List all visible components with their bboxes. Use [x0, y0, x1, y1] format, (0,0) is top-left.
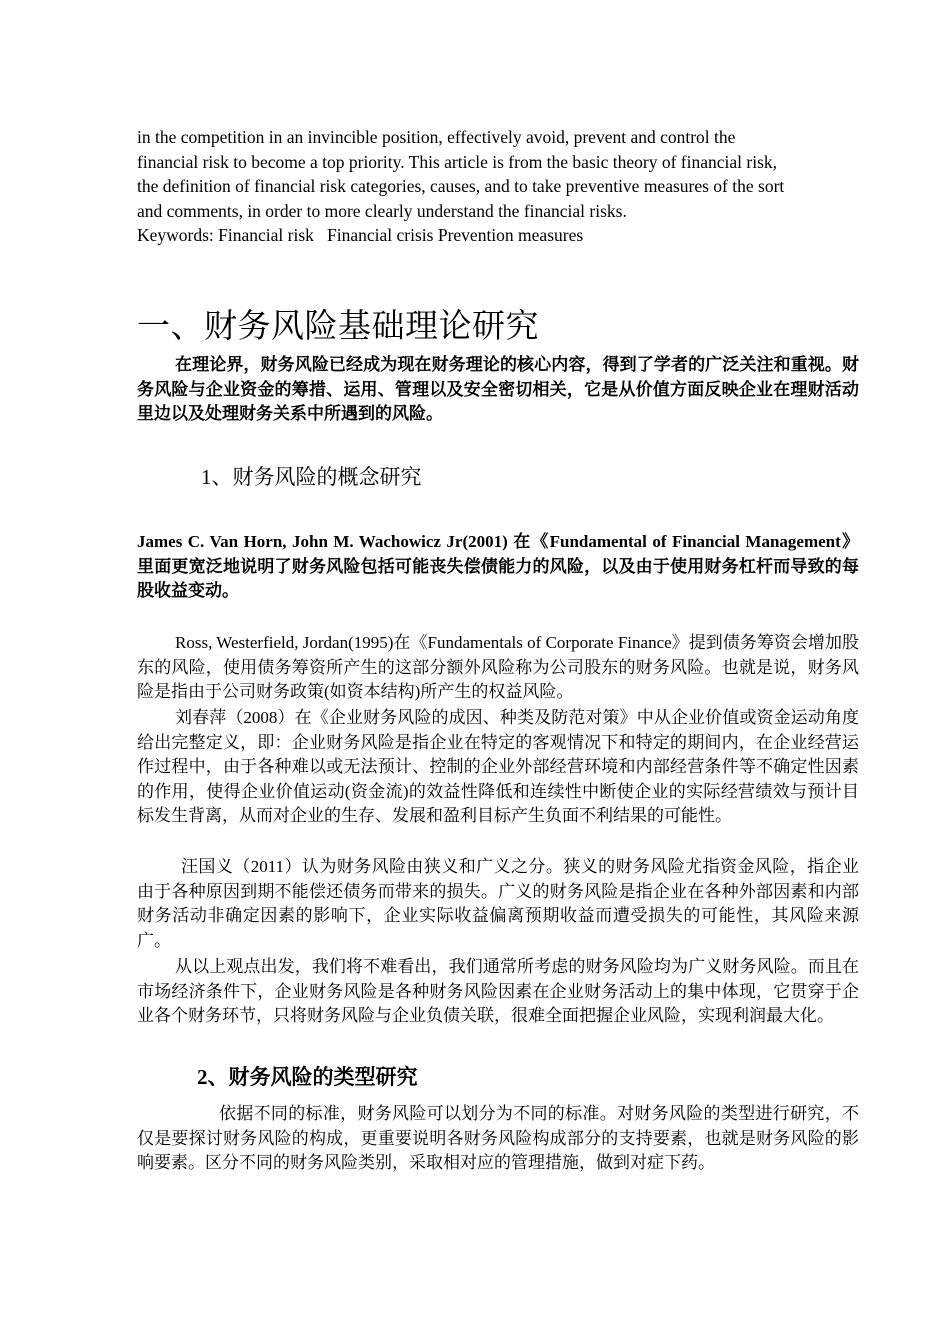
keywords-line: Keywords: Financial risk Financial crisis Prevention measures: [137, 225, 584, 246]
abstract-line: in the competition in an invincible position, effectively avoid, prevent and control the: [137, 127, 736, 147]
paragraph-types: 依据不同的标准，财务风险可以划分为不同的标准。对财务风险的类型进行研究，不仅是要探讨财务风险的构成，更重要说明各财务风险构成部分的支持要素，也就是财务风险的影响要素。区分不同的财务风险类别，采取相对应的管理措施，做到对症下药。: [137, 1104, 859, 1172]
section-1-title: 一、财务风险基础理论研究: [137, 309, 539, 345]
paragraph-wang-guoyi: 汪国义（2011）认为财务风险由狭义和广义之分。狭义的财务风险尤指资金风险，指企业由于各种原因到期不能偿还债务而带来的损失。广义的财务风险是指企业在各种外部因素和内部财务活动非确定因素的影响下，企业实际收益偏离预期收益而遭受损失的可能性，其风险来源广。: [137, 857, 859, 950]
section-1-intro: 在理论界，财务风险已经成为现在财务理论的核心内容，得到了学者的广泛关注和重视。财务风险与企业资金的筹措、运用、管理以及安全密切相关，它是从价值方面反映企业在理财活动里边以及处理财务关系中所遇到的风险。: [137, 355, 859, 424]
abstract-english: [137, 125, 859, 248]
paragraph-summary: 从以上观点出发，我们将不难看出，我们通常所考虑的财务风险均为广义财务风险。而且在市场经济条件下，企业财务风险是各种财务风险因素在企业财务活动上的集中体现，它贯穿于企业各个财务环节，只将财务风险与企业负债关联，很难全面把握企业风险，实现利润最大化。: [137, 957, 859, 1025]
paragraph-liu-chunping: 刘春萍（2008）在《企业财务风险的成因、种类及防范对策》中从企业价值或资金运动角度给出完整定义，即：企业财务风险是指企业在特定的客观情况下和特定的期间内，在企业经营运作过程中，由于各种难以或无法预计、控制的企业外部经营环境和内部经营条件等不确定性因素的作用，使得企业价值运动(资金流)的效益性降低和连续性中断使企业的实际经营绩效与预计目标发生背离，从而对企业的生存、发展和盈利目标产生负面不利结果的可能性。: [137, 708, 859, 825]
abstract-line: financial risk to become a top priority. This article is from the basic theory of financial risk,: [137, 151, 778, 172]
abstract-line: and comments, in order to more clearly understand the financial risks.: [137, 200, 627, 221]
subsection-2-title: 2、财务风险的类型研究: [197, 1065, 418, 1089]
subsection-1-title: 1、财务风险的概念研究: [201, 465, 422, 489]
paragraph-van-horn: James C. Van Horn, John M. Wachowicz Jr(2001) 在《Fundamental of Financial Management》里面更宽泛地说明了财务风险包括可能丧失偿债能力的风险，以及由于使用财务杠杆而导致的每股收益变动。: [137, 532, 859, 600]
abstract-line: the definition of financial risk categories, causes, and to take preventive measures of the sort: [137, 176, 785, 197]
paragraph-ross: Ross, Westerfield, Jordan(1995)在《Fundamentals of Corporate Finance》提到债务筹资会增加股东的风险，使用债务筹资所产生的这部分额外风险称为公司股东的财务风险。也就是说，财务风险是指由于公司财务政策(如资本结构)所产生的权益风险。: [137, 633, 859, 701]
